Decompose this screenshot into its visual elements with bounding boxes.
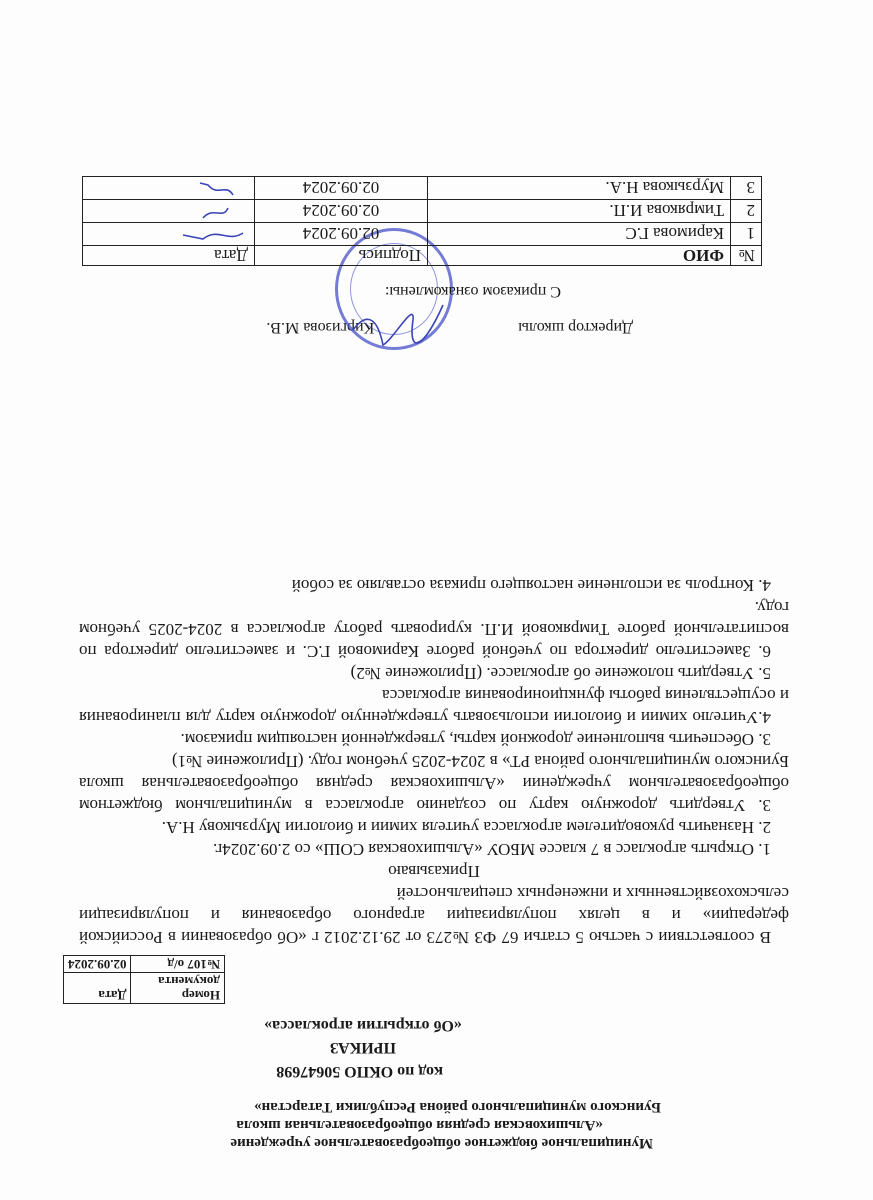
row-signature bbox=[83, 223, 255, 246]
date-label: Дата bbox=[64, 973, 132, 1004]
order-body bbox=[79, 574, 789, 948]
org-line: Муниципальное бюджетное общеобразовательное учреждение bbox=[230, 1135, 653, 1151]
organization-header bbox=[143, 1098, 663, 1152]
table-row bbox=[83, 200, 762, 223]
number-label: Номер документа bbox=[131, 973, 225, 1004]
order-word: Приказываю bbox=[388, 862, 480, 881]
table-row bbox=[83, 177, 762, 200]
order-item: 5. Утвердить положение об агроклассе. (Приложение №2) bbox=[350, 664, 771, 683]
preamble: В соответствии с частью 5 статьи 67 ФЗ №273 от 29.12.2012 г «Об образовании в Российской федерации» и в целях популяризации аграрного образования и популяризации сельскохозяйственных и инженерных специальностей bbox=[79, 884, 789, 947]
row-date: 02.09.2024 bbox=[255, 177, 428, 200]
order-item: 2. Назначить руководителем агрокласса учителя химии и биологии Мурзыкову Н.А. bbox=[161, 818, 771, 837]
header-signature: Подпись bbox=[255, 246, 428, 266]
director-name: Киргизова М.В. bbox=[266, 319, 375, 336]
row-signature bbox=[83, 200, 255, 223]
row-name: Каримова Г.С bbox=[428, 223, 731, 246]
order-item: 6. Заместителю директора по учебной работе Каримовой Г.С. и заместителю директора по воспитательной работе Тимряковой И.П. курировать работу агрокласса в 2024-2025 учебном году. bbox=[79, 598, 789, 661]
org-line: Буинского муниципального района Республики Татарстан» bbox=[254, 1099, 661, 1115]
document-heading bbox=[233, 1014, 493, 1058]
order-item: 3. Утвердить дорожную карту по созданию агрокласса в муниципальном бюджетном общеобразовательном учреждении «Альшиховская средняя общеобразовательная школа Буинского муниципального района РТ» в 2024-2025 учебном году. (Приложение №1) bbox=[79, 752, 789, 815]
row-number: 2 bbox=[731, 200, 762, 223]
order-item: 4.Учителю химии и биологии использовать утвержденную дорожную карту для планирования и осуществления работы функционирования агрокласса bbox=[79, 686, 789, 727]
director-signature bbox=[343, 290, 453, 360]
doc-number: №107 о/д bbox=[131, 956, 225, 973]
acknowledgement-table bbox=[82, 176, 762, 266]
director-title: Директор школы bbox=[518, 319, 633, 336]
table-row bbox=[83, 223, 762, 246]
org-line: «Альшиховская средняя общеобразовательная школа bbox=[236, 1117, 603, 1133]
header-number: № bbox=[731, 246, 762, 266]
doc-date: 02.09.2024 bbox=[64, 956, 132, 973]
okpo-code: код по ОКПО 50647698 bbox=[276, 1063, 443, 1080]
order-item: 1. Открыть агрокласс в 7 классе МБОУ «Альшиховская СОШ» со 2.09.2024г. bbox=[212, 840, 771, 859]
row-date: 02.09.2024 bbox=[255, 200, 428, 223]
row-signature bbox=[83, 177, 255, 200]
row-name: Мурзыкова Н.А. bbox=[428, 177, 731, 200]
acknowledged-label: С приказом ознакомлены: bbox=[384, 283, 561, 300]
row-date: 02.09.2024 bbox=[255, 223, 428, 246]
document-number-table bbox=[63, 955, 225, 1004]
header-date: Дата bbox=[83, 246, 255, 266]
doc-type: ПРИКАЗ bbox=[330, 1039, 396, 1056]
doc-title: «Об открытии агрокласса» bbox=[264, 1017, 462, 1034]
row-number: 1 bbox=[731, 223, 762, 246]
row-number: 3 bbox=[731, 177, 762, 200]
order-item: 4. Контроль за исполнение настоящего приказа оставляю за собой bbox=[291, 576, 771, 595]
order-item: 3. Обеспечить выполнение дорожной карты, утвержденной настоящим приказом. bbox=[180, 730, 771, 749]
header-name: ФИО bbox=[428, 246, 731, 266]
row-name: Тимрякова И.П. bbox=[428, 200, 731, 223]
